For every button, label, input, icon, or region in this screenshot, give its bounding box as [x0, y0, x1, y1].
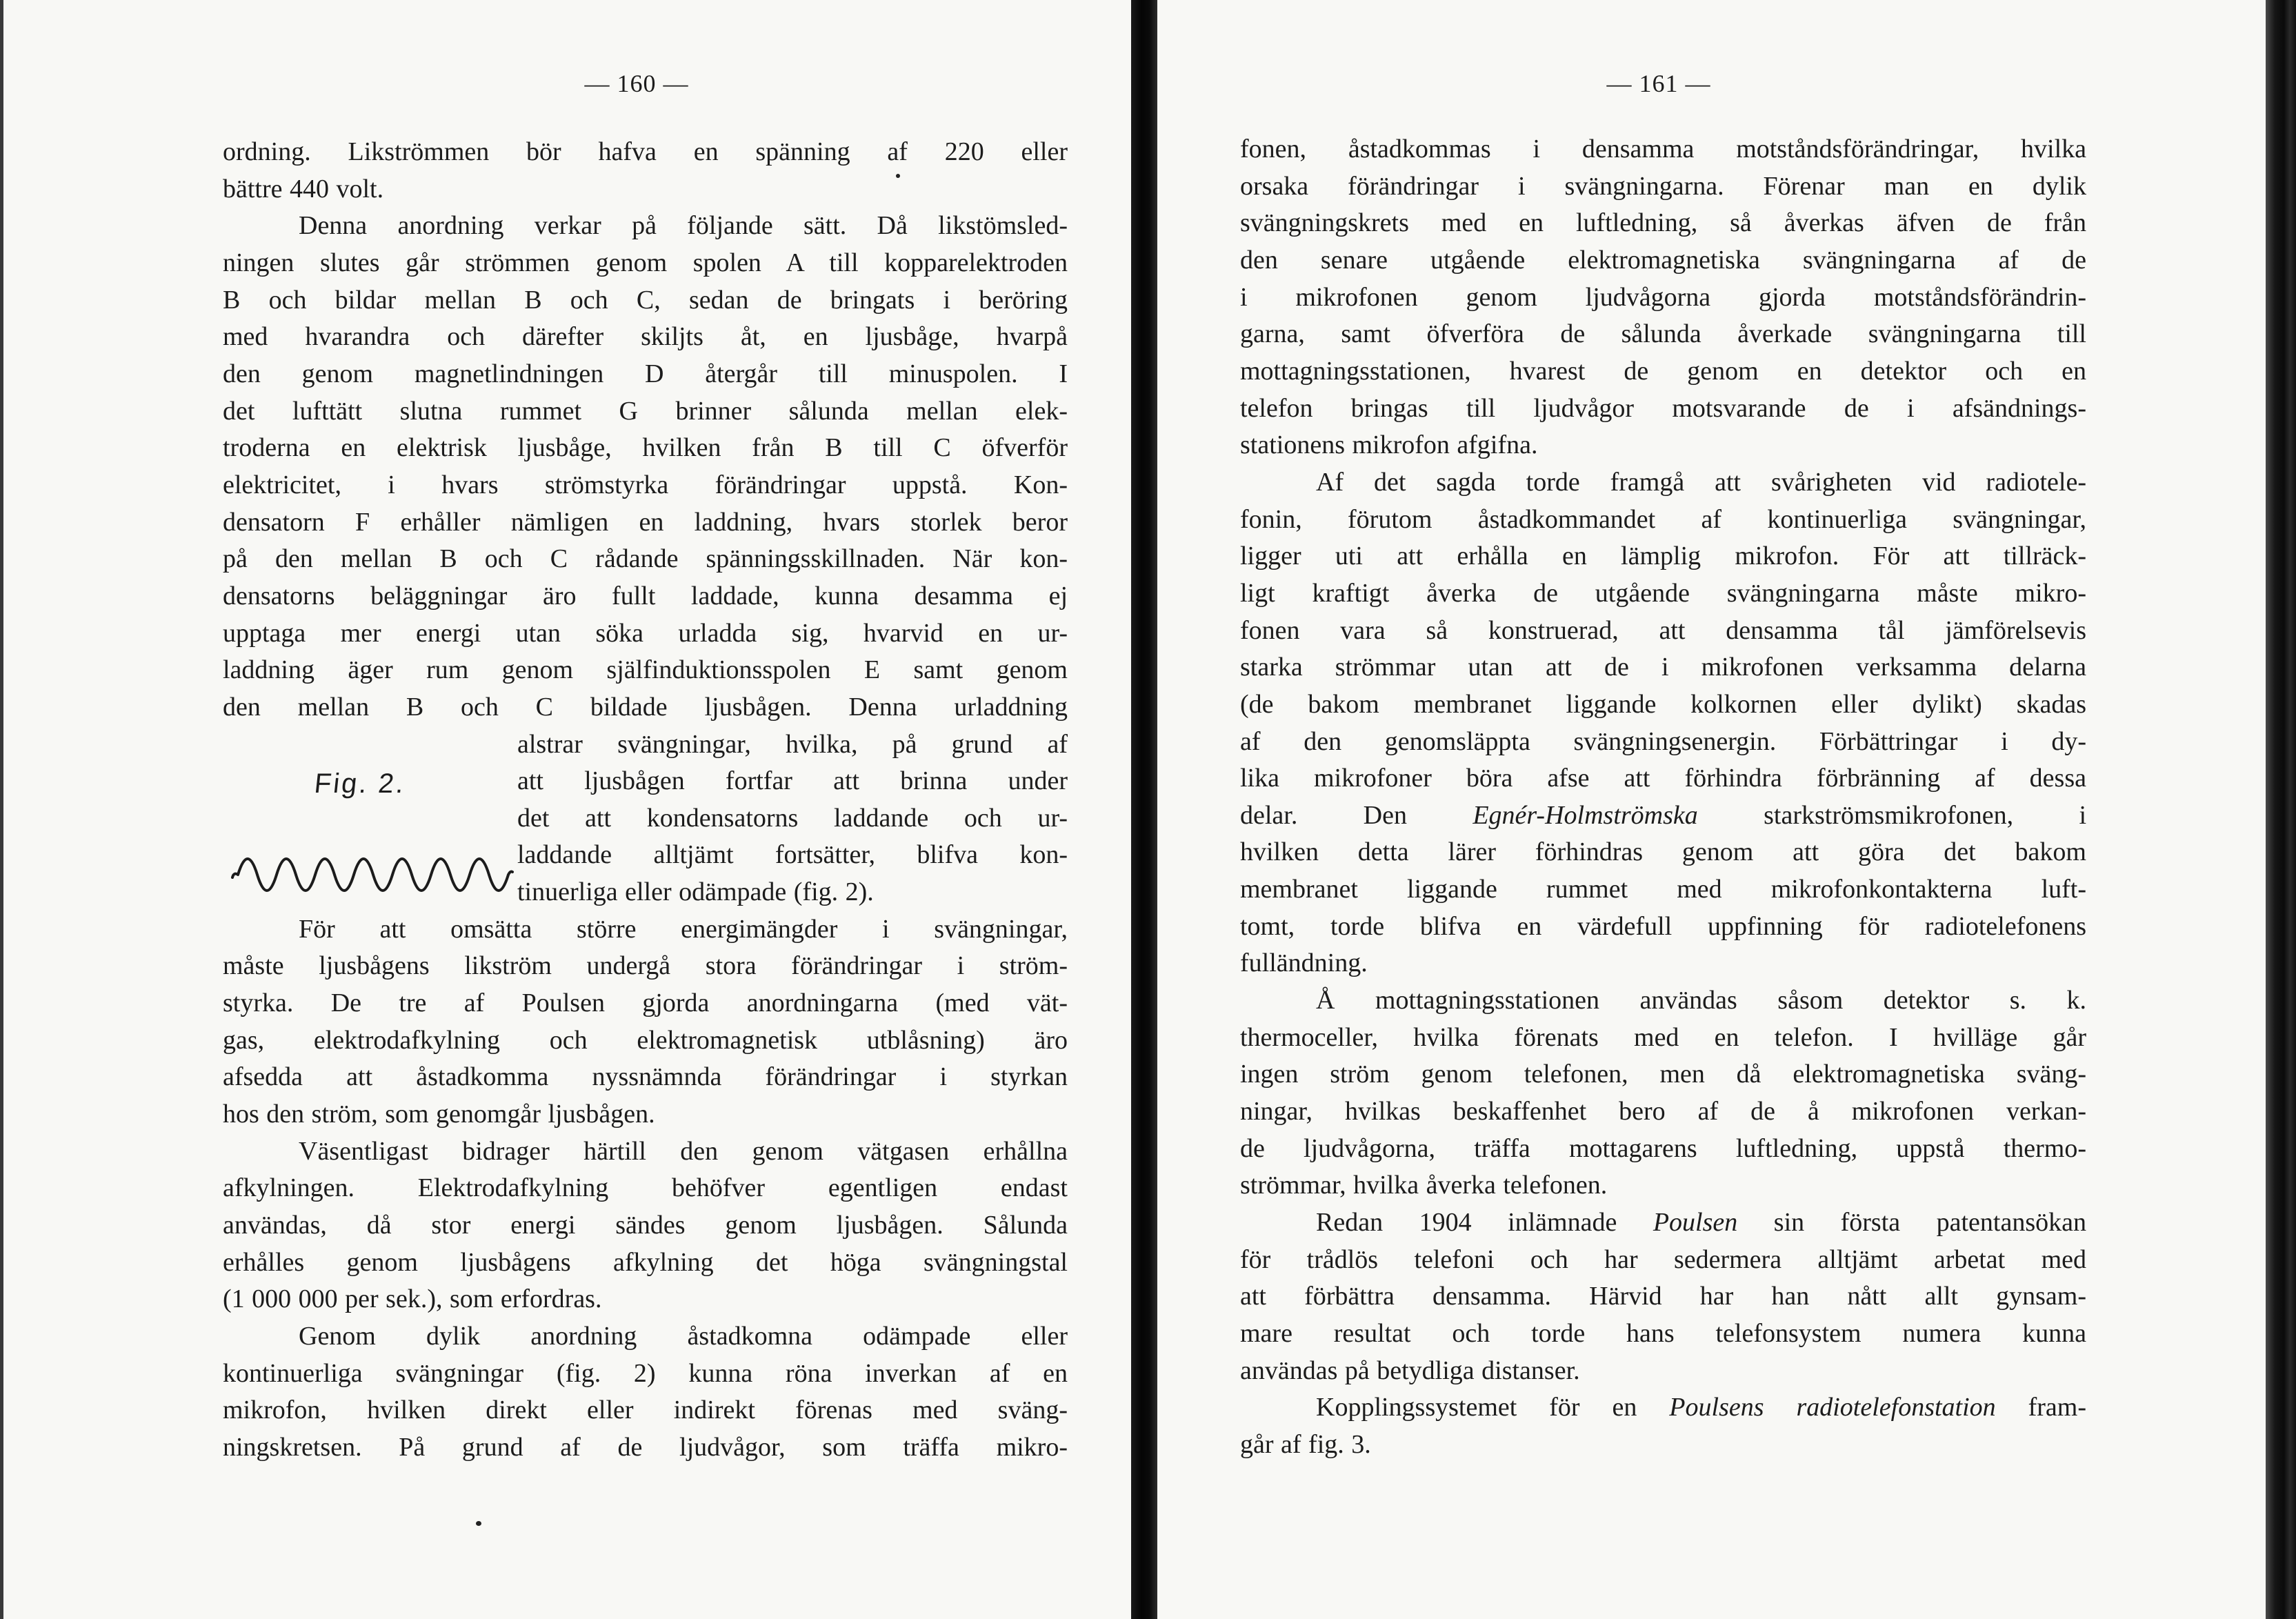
text-line: strömmar, hvilka åverka telefonen. [1240, 1171, 1608, 1200]
wave-path [232, 859, 512, 891]
text-line: det lufttätt slutna rummet G brinner sålunda mellan elek- [223, 396, 1068, 426]
text-line: för trådlös telefoni och har sedermera alltjämt arbetat med [1240, 1244, 2086, 1274]
text-line: användas på betydliga distanser. [1240, 1355, 1580, 1385]
text-line: Väsentligast bidrager härtill den genom vätgasen erhållna [299, 1136, 1068, 1166]
text-line: bättre 440 volt. [223, 174, 384, 203]
text-line: Å mottagningsstationen användas såsom detektor s. k. [1316, 986, 2086, 1015]
text-segment: delar. Den [1240, 800, 1473, 830]
text-line: den genom magnetlindningen D återgår till minuspolen. I [223, 359, 1068, 388]
book-gutter [1131, 0, 1157, 1619]
text-line: upptaga mer energi utan söka urladda sig, hvarvid en ur- [223, 618, 1068, 648]
text-line: ningskretsen. På grund af de ljudvågor, som träffa mikro- [223, 1432, 1068, 1462]
text-line: stationens mikrofon afgifna. [1240, 430, 1538, 460]
text-line: fonin, förutom åstadkommandet af kontinuerliga svängningar, [1240, 504, 2086, 534]
text-line: mikrofon, hvilken direkt eller indirekt förenas med sväng- [223, 1395, 1068, 1425]
text-line: B och bildar mellan B och C, sedan de bringats i beröring [223, 285, 1068, 315]
text-line: måste ljusbågens likström undergå stora förändringar i ström- [223, 951, 1068, 981]
text-line: alstrar svängningar, hvilka, på grund af [517, 729, 1068, 759]
left-page [3, 0, 1131, 1619]
figure-label: Fig. 2. [312, 768, 408, 799]
text-line: membranet liggande rummet med mikrofonkontakterna luft- [1240, 875, 2086, 904]
text-line: ligt kraftigt åverka de utgående svängningarna måste mikro- [1240, 578, 2086, 608]
text-line: densatorn F erhåller nämligen en laddning, hvars storlek beror [223, 507, 1068, 537]
text-line: i mikrofonen genom ljudvågorna gjorda motståndsförändrin- [1240, 282, 2086, 312]
text-line: att ljusbågen fortfar att brinna under [517, 766, 1068, 796]
text-line: gas, elektrodafkylning och elektromagnetisk utblåsning) äro [223, 1025, 1068, 1055]
text-line: garna, samt öfverföra de sålunda åverkade svängningarna till [1240, 319, 2086, 349]
scan-speck [476, 1521, 481, 1526]
text-line: af den genomsläppta svängningsenergin. Förbättringar i dy- [1240, 726, 2086, 756]
text-line: hvilken detta lärer förhindras genom att göra det bakom [1240, 837, 2086, 867]
text-line: (1 000 000 per sek.), som erfordras. [223, 1284, 602, 1314]
text-line: den mellan B och C bildade ljusbågen. Denna urladdning [223, 692, 1068, 722]
italic-name: Poulsen [1653, 1208, 1738, 1238]
italic-name: Egnér-Holmströmska [1473, 800, 1698, 830]
text-line: Genom dylik anordning åstadkomna odämpade eller [299, 1322, 1068, 1351]
text-segment: Redan 1904 inlämnade [1316, 1208, 1653, 1238]
text-line: laddning äger rum genom själfinduktionsspolen E samt genom [223, 655, 1068, 685]
text-line: användas, då stor energi sändes genom ljusbågen. Sålunda [223, 1211, 1068, 1240]
text-line: med hvarandra och därefter skiljts åt, en ljusbåge, hvarpå [223, 322, 1068, 352]
right-page [1157, 0, 2266, 1619]
text-line: hos den ström, som genomgår ljusbågen. [223, 1100, 655, 1129]
text-line [1240, 1389, 2086, 1427]
text-segment: sin första patentansökan [1737, 1208, 2087, 1238]
text-line: svängningskrets med en luftledning, så åverkas äfven de från [1240, 208, 2086, 238]
text-line: den senare utgående elektromagnetiska svängningarna af de [1240, 245, 2086, 275]
page-number-left: — 160 — [584, 70, 689, 97]
text-line: lika mikrofoner böra afse att förhindra förbränning af dessa [1240, 764, 2086, 793]
text-segment: fram- [1995, 1393, 2086, 1422]
text-line: erhålles genom ljusbågens afkylning det höga svängningstal [223, 1247, 1068, 1277]
text-line: (de bakom membranet liggande kolkornen eller dylikt) skadas [1240, 689, 2086, 719]
text-segment: Kopplingssystemet för en [1316, 1393, 1670, 1422]
text-line: fonen vara så konstruerad, att densamma tål jämförelsevis [1240, 615, 2086, 645]
text-line: att förbättra densamma. Härvid har han nått allt gynsam- [1240, 1282, 2086, 1311]
text-line: laddande alltjämt fortsätter, blifva kon- [517, 840, 1068, 870]
page-number-right: — 161 — [1606, 70, 1711, 97]
text-line: ningen slutes går strömmen genom spolen A till kopparelektroden [223, 248, 1068, 277]
right-page-body [1240, 131, 2086, 1464]
text-line: ordning. Likströmmen bör hafva en spänning af 220 eller [223, 137, 1068, 166]
text-line: thermoceller, hvilka förenats med en telefon. I hvilläge går [1240, 1022, 2086, 1052]
text-line: fonen, åstadkommas i densamma motståndsförändringar, hvilka [1240, 135, 2086, 163]
scan-edge-right [2266, 0, 2296, 1619]
text-line [1240, 797, 2086, 835]
text-line: kontinuerliga svängningar (fig. 2) kunna röna inverkan af en [223, 1358, 1068, 1388]
text-line: ingen ström genom telefonen, men då elektromagnetiska sväng- [1240, 1060, 2086, 1089]
text-line: orsaka förändringar i svängningarna. Förenar man en dylik [1240, 171, 2086, 201]
text-line: ligger uti att erhålla en lämplig mikrofon. För att tillräck- [1240, 542, 2086, 571]
scan-speck [896, 174, 900, 178]
text-line: densatorns beläggningar äro fullt laddade, kunna desamma ej [223, 581, 1068, 610]
text-line: afsedda att åstadkomma nyssnämnda förändringar i styrkan [223, 1062, 1068, 1092]
text-line: styrka. De tre af Poulsen gjorda anordningarna (med vät- [223, 989, 1068, 1018]
continuous-oscillation-figure [231, 846, 514, 904]
text-line: tomt, torde blifva en värdefull uppfinning för radiotelefonens [1240, 911, 2086, 941]
text-line: ningar, hvilkas beskaffenhet bero af de å mikrofonen verkan- [1240, 1097, 2086, 1126]
text-line: afkylningen. Elektrodafkylning behöfver egentligen endast [223, 1173, 1068, 1203]
text-line: mare resultat och torde hans telefonsystem numera kunna [1240, 1319, 2086, 1348]
text-line: mottagningsstationen, hvarest de genom en detektor och en [1240, 356, 2086, 386]
text-line: tinuerliga eller odämpade (fig. 2). [517, 877, 874, 907]
text-line: elektricitet, i hvars strömstyrka förändringar uppstå. Kon- [223, 470, 1068, 499]
text-line: Af det sagda torde framgå att svårigheten vid radiotele- [1316, 467, 2086, 497]
text-line: Denna anordning verkar på följande sätt. Då likstömsled- [299, 211, 1068, 241]
text-line: telefon bringas till ljudvågor motsvarande de i afsändnings- [1240, 393, 2086, 423]
text-line: på den mellan B och C rådande spänningsskillnaden. När kon- [223, 544, 1068, 574]
italic-name: Poulsens radiotelefonstation [1669, 1393, 1996, 1422]
text-line: det att kondensatorns laddande och ur- [517, 803, 1068, 833]
text-segment: starkströmsmikrofonen, i [1697, 800, 2086, 830]
text-line: troderna en elektrisk ljusbåge, hvilken från B till C öfverför [223, 433, 1068, 463]
text-line: fulländning. [1240, 948, 1368, 978]
text-line: starka strömmar utan att de i mikrofonen verksamma delarna [1240, 653, 2086, 682]
text-line: de ljudvågorna, träffa mottagarens luftledning, uppstå thermo- [1240, 1133, 2086, 1163]
text-line [1240, 1204, 2086, 1242]
text-line: För att omsätta större energimängder i svängningar, [299, 914, 1068, 944]
text-line: går af fig. 3. [1240, 1429, 1371, 1459]
